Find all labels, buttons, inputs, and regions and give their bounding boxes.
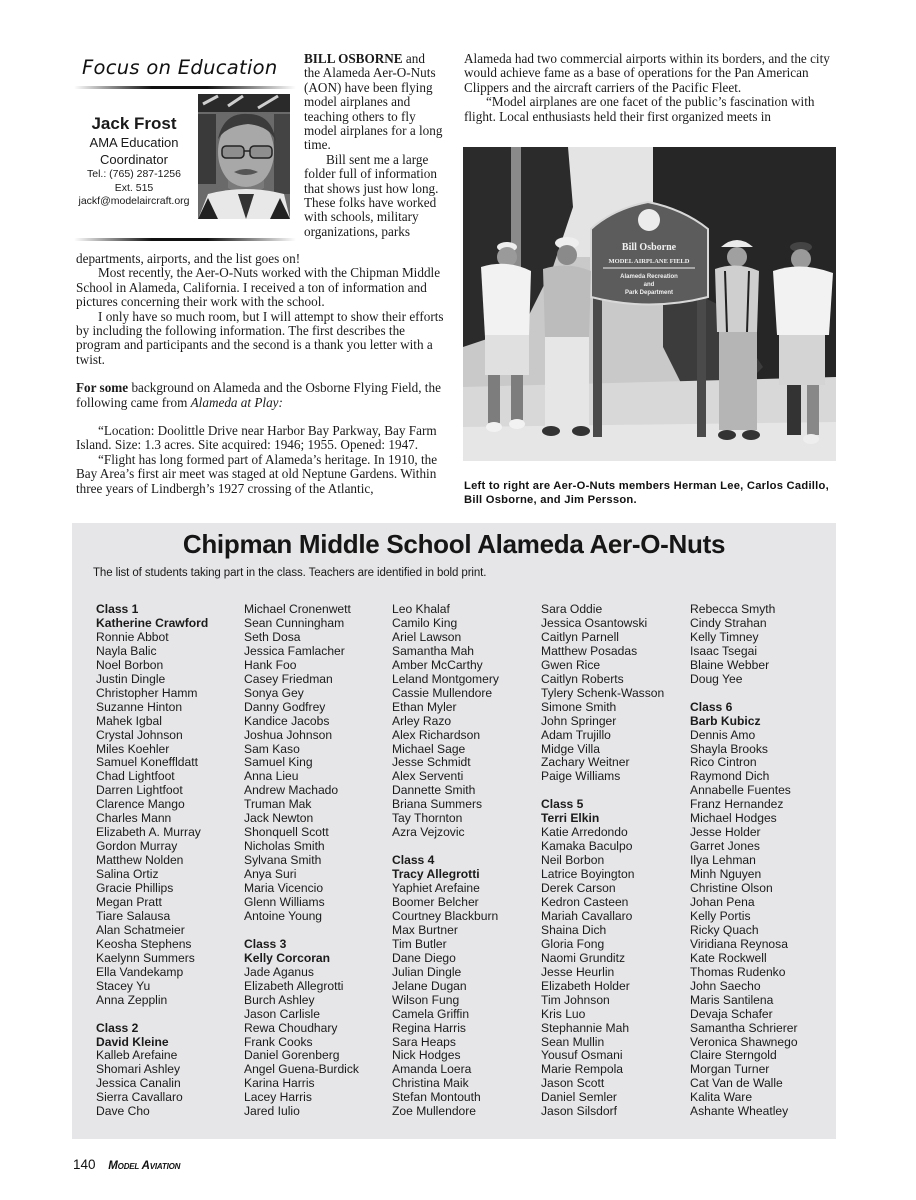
student-name: Kalita Ware	[690, 1090, 753, 1105]
sign-text-dept-3: Park Department	[624, 290, 674, 296]
teacher-name: Katherine Crawford	[96, 615, 209, 630]
student-name: Andrew Machado	[244, 783, 339, 798]
student-name: Adam Trujillo	[541, 727, 611, 742]
quote-paragraph: “Location: Doolittle Drive near Harbor Bay Parkway, Bay Farm Island. Size: 1.3 acres. Site acquired: 1946; 1955. Opened: 1947.	[76, 423, 437, 453]
roster-spacer	[244, 924, 359, 938]
student-name: Azra Vejzovic	[392, 825, 465, 840]
student-name: Megan Pratt	[96, 895, 162, 910]
student-name: Daniel Semler	[541, 1090, 617, 1105]
student-name: Max Burtner	[392, 922, 458, 937]
student-name: Amanda Loera	[392, 1062, 472, 1077]
student-name: Jason Scott	[541, 1076, 605, 1091]
student-name: Amber McCarthy	[392, 657, 483, 672]
body-paragraph: “Model airplanes are one facet of the public’s fascination with flight. Local enthusiasts held their first organized meets in	[464, 94, 815, 124]
student-name: Shonquell Scott	[244, 825, 329, 840]
student-name: Anya Suri	[244, 867, 297, 882]
student-name: Yaphiet Arefaine	[392, 881, 480, 896]
student-name: Gracie Phillips	[96, 881, 174, 896]
student-name: Gwen Rice	[541, 657, 601, 672]
student-name: Thomas Rudenko	[690, 964, 786, 979]
student-name: Marie Rempola	[541, 1062, 623, 1077]
student-name: Sonya Gey	[244, 685, 304, 700]
student-name: Charles Mann	[96, 811, 172, 826]
student-name: Franz Hernandez	[690, 797, 784, 812]
student-name: Neil Borbon	[541, 853, 605, 868]
student-name: Dannette Smith	[392, 783, 476, 798]
student-name: Annabelle Fuentes	[690, 783, 791, 798]
student-name: Ella Vandekamp	[96, 964, 184, 979]
student-name: Boomer Belcher	[392, 895, 479, 909]
column-header-box	[74, 52, 299, 242]
student-name: Ilya Lehman	[690, 853, 756, 868]
student-name: Claire Sterngold	[690, 1048, 777, 1063]
student-name: Kalleb Arefaine	[96, 1048, 178, 1063]
body-paragraph: Alameda had two commercial airports within its borders, and the city would achieve fame as a base of operations for the Pan American Clippers and the aircraft carriers of the Pacific Fleet.	[464, 51, 830, 95]
student-name: Derek Carson	[541, 881, 616, 896]
student-name: Mariah Cavallaro	[541, 908, 633, 923]
source-intro: background on Alameda and the Osborne Flying Field, the following came from	[76, 380, 441, 410]
student-name: Jared Iulio	[244, 1104, 300, 1119]
class-heading: Class 2	[96, 1020, 139, 1035]
student-name: Mahek Igbal	[96, 713, 162, 728]
student-name: Shomari Ashley	[96, 1062, 181, 1077]
roster-spacer	[690, 687, 798, 701]
student-name: Justin Dingle	[96, 671, 166, 686]
source-title: Alameda at Play:	[190, 394, 283, 410]
student-name: Michael Hodges	[690, 811, 777, 826]
student-name: Sara Heaps	[392, 1034, 456, 1049]
teacher-name: Kelly Corcoran	[244, 950, 331, 965]
class-heading: Class 4	[392, 853, 435, 868]
class-heading: Class 5	[541, 797, 584, 812]
student-name: Maria Vicencio	[244, 881, 324, 896]
student-name: Seth Dosa	[244, 629, 301, 644]
author-name: Jack Frost	[91, 114, 177, 133]
student-name: Julian Dingle	[392, 964, 462, 979]
author-email: jackf@modelaircraft.org	[78, 195, 190, 207]
student-name: Arley Razo	[392, 713, 452, 728]
student-name: Latrice Boyington	[541, 867, 635, 882]
student-name: Jesse Schmidt	[392, 755, 471, 770]
student-name: Noel Borbon	[96, 657, 164, 672]
student-name: Samantha Mah	[392, 643, 475, 658]
teacher-name: Tracy Allegrotti	[392, 867, 480, 882]
student-name: Kelly Portis	[690, 908, 751, 923]
intro-paragraph-2: Bill sent me a large folder full of information that shows just how long. These folks have worked with schools, military organizations, parks	[304, 151, 439, 239]
student-name: Isaac Tsegai	[690, 643, 758, 658]
student-name: Minh Nguyen	[690, 867, 762, 882]
author-portrait	[198, 94, 290, 219]
student-name: Frank Cooks	[244, 1034, 313, 1049]
student-name: Ricky Quach	[690, 922, 759, 937]
student-name: Hank Foo	[244, 657, 297, 672]
student-name: Christine Olson	[690, 881, 773, 896]
student-name: Elizabeth Holder	[541, 978, 630, 993]
student-name: Rewa Choudhary	[244, 1020, 338, 1035]
student-name: Briana Summers	[392, 797, 483, 812]
student-name: Jessica Famlacher	[244, 643, 345, 658]
student-name: Suzanne Hinton	[96, 699, 183, 714]
photo-caption: Left to right are Aer-O-Nuts members Herman Lee, Carlos Cadillo, Bill Osborne, and Jim Persson.	[464, 480, 829, 506]
roster-subtitle: The list of students taking part in the class. Teachers are identified in bold print.	[93, 567, 487, 579]
class-heading: Class 1	[96, 602, 139, 616]
article-body-left	[76, 252, 444, 496]
student-name: Tay Thornton	[392, 811, 463, 826]
student-name: Kaelynn Summers	[96, 950, 195, 965]
student-name: Truman Mak	[244, 797, 312, 812]
student-name: Jack Newton	[244, 811, 314, 826]
student-name: Michael Sage	[392, 741, 466, 756]
roster-spacer	[392, 840, 499, 854]
student-name: John Saecho	[690, 978, 761, 993]
student-name: Sean Cunningham	[244, 615, 345, 630]
student-name: Lacey Harris	[244, 1090, 312, 1105]
student-name: Nayla Balic	[96, 643, 157, 658]
student-name: Katie Arredondo	[541, 825, 628, 840]
student-name: Leo Khalaf	[392, 602, 450, 616]
student-name: Joshua Johnson	[244, 727, 333, 742]
magazine-name: Model Aviation	[108, 1160, 181, 1172]
student-name: Darren Lightfoot	[96, 783, 183, 798]
student-name: Kedron Casteen	[541, 895, 629, 909]
student-name: Gordon Murray	[96, 839, 178, 854]
student-name: Jessica Canalin	[96, 1076, 181, 1091]
student-name: Jelane Dugan	[392, 978, 467, 993]
field-sign-photo	[463, 147, 836, 461]
student-name: Alex Richardson	[392, 727, 481, 742]
student-name: Stefan Montouth	[392, 1090, 481, 1105]
student-name: Sam Kaso	[244, 741, 300, 756]
student-name: Raymond Dich	[690, 769, 770, 784]
roster-column	[392, 603, 499, 1119]
student-name: Maris Santilena	[690, 992, 774, 1007]
student-name: Kandice Jacobs	[244, 713, 330, 728]
student-name: Tylery Schenk-Wasson	[541, 685, 665, 700]
student-name: Miles Koehler	[96, 741, 170, 756]
author-phone: Tel.: (765) 287-1256	[87, 168, 181, 180]
sign-text-field: MODEL AIRPLANE FIELD	[608, 258, 690, 265]
article-intro	[304, 52, 444, 239]
student-name: Sara Oddie	[541, 602, 603, 616]
student-name: Doug Yee	[690, 671, 743, 686]
student-name: Courtney Blackburn	[392, 908, 499, 923]
sign-text-dept-2: and	[643, 282, 655, 288]
student-name: Jason Silsdorf	[541, 1104, 617, 1119]
student-name: Camela Griffin	[392, 1006, 470, 1021]
roster-column	[690, 603, 798, 1119]
roster-column	[541, 603, 664, 1119]
column-title: Focus on Education	[82, 56, 278, 79]
student-name: Elizabeth Allegrotti	[244, 978, 344, 993]
student-name: Samuel Koneffldatt	[96, 755, 198, 770]
student-name: Casey Friedman	[244, 671, 333, 686]
student-name: Michael Cronenwett	[244, 602, 351, 616]
student-name: Clarence Mango	[96, 797, 185, 812]
student-name: Matthew Nolden	[96, 853, 184, 868]
student-name: Sean Mullin	[541, 1034, 605, 1049]
intro-lead: BILL OSBORNE	[304, 51, 403, 66]
roster-column	[96, 603, 208, 1119]
student-name: Zachary Weitner	[541, 755, 630, 770]
author-extension: Ext. 515	[114, 181, 154, 194]
student-name: Jason Carlisle	[244, 1006, 320, 1021]
student-name: Jesse Heurlin	[541, 964, 615, 979]
person-bill-osborne	[715, 240, 760, 440]
student-name: Samantha Schrierer	[690, 1020, 798, 1035]
roster-spacer	[541, 784, 664, 798]
student-name: Sylvana Smith	[244, 853, 322, 868]
student-name: Sierra Cavallaro	[96, 1090, 183, 1105]
student-name: Nicholas Smith	[244, 839, 325, 854]
student-name: Naomi Grunditz	[541, 950, 626, 965]
lead-in: For some	[76, 380, 129, 396]
student-name: Ethan Myler	[392, 699, 457, 714]
student-name: Dave Cho	[96, 1104, 150, 1119]
author-info	[74, 114, 194, 209]
student-name: Johan Pena	[690, 895, 755, 909]
student-name: Yousuf Osmani	[541, 1048, 623, 1063]
student-name: Regina Harris	[392, 1020, 466, 1035]
student-name: Kate Rockwell	[690, 950, 767, 965]
student-name: Elizabeth A. Murray	[96, 825, 201, 840]
student-name: Camilo King	[392, 615, 458, 630]
student-name: Ronnie Abbot	[96, 629, 169, 644]
student-name: Rebecca Smyth	[690, 602, 776, 616]
student-name: Blaine Webber	[690, 657, 770, 672]
roster-spacer	[96, 1008, 208, 1022]
student-name: Devaja Schafer	[690, 1006, 773, 1021]
student-name: Cassie Mullendore	[392, 685, 493, 700]
intro-paragraph	[304, 52, 444, 153]
student-name: Stacey Yu	[96, 978, 151, 993]
teacher-name: Barb Kubicz	[690, 713, 761, 728]
student-name: Jade Aganus	[244, 964, 314, 979]
student-name: Keosha Stephens	[96, 936, 192, 951]
student-name: Simone Smith	[541, 699, 617, 714]
body-paragraph: Most recently, the Aer-O-Nuts worked with the Chipman Middle School in Alameda, California. I received a ton of information and pictures concerning their work with the school.	[76, 265, 441, 310]
class-heading: Class 6	[690, 699, 733, 714]
student-name: Crystal Johnson	[96, 727, 183, 742]
student-name: Dennis Amo	[690, 727, 756, 742]
student-name: Shayla Brooks	[690, 741, 768, 756]
student-name: Shaina Dich	[541, 922, 607, 937]
student-name: Garret Jones	[690, 839, 760, 854]
student-name: Nick Hodges	[392, 1048, 461, 1063]
student-name: Morgan Turner	[690, 1062, 770, 1077]
student-name: Jessica Osantowski	[541, 615, 648, 630]
roster-title: Chipman Middle School Alameda Aer-O-Nuts	[182, 529, 726, 559]
author-role: AMA Education Coordinator	[89, 135, 179, 167]
student-name: Caitlyn Roberts	[541, 671, 624, 686]
student-name: Kamaka Baculpo	[541, 839, 633, 854]
student-name: Matthew Posadas	[541, 643, 638, 658]
divider-top	[74, 86, 296, 89]
group-photo-image	[463, 147, 836, 461]
student-name: Danny Godfrey	[244, 699, 326, 714]
intro-text: and the Alameda Aer-O-Nuts (AON) have been flying model airplanes and teaching others to fly model airplanes for a long time.	[304, 51, 443, 153]
student-name: Anna Lieu	[244, 769, 299, 784]
page-number: 140	[73, 1157, 96, 1172]
student-name: Cindy Strahan	[690, 615, 767, 630]
student-name: Kelly Timney	[690, 629, 759, 644]
student-name: Samuel King	[244, 755, 313, 770]
student-name: Veronica Shawnego	[690, 1034, 798, 1049]
student-name: John Springer	[541, 713, 617, 728]
student-name: Daniel Gorenberg	[244, 1048, 340, 1063]
teacher-name: Terri Elkin	[541, 811, 600, 826]
student-name: Stephannie Mah	[541, 1020, 630, 1035]
student-name: Leland Montgomery	[392, 671, 499, 686]
student-name: Jesse Holder	[690, 825, 761, 840]
student-name: Zoe Mullendore	[392, 1104, 477, 1119]
student-name: Tim Johnson	[541, 992, 610, 1007]
student-name: Anna Zepplin	[96, 992, 168, 1007]
student-name: Tiare Salausa	[96, 908, 171, 923]
sign-text-name: Bill Osborne	[621, 242, 677, 253]
student-name: Alex Serventi	[392, 769, 464, 784]
body-paragraph-source	[76, 381, 444, 410]
student-name: Angel Guena-Burdick	[244, 1062, 359, 1077]
student-name: Burch Ashley	[244, 992, 315, 1007]
roster-column	[244, 603, 359, 1119]
student-name: Tim Butler	[392, 936, 447, 951]
roster-box	[72, 523, 836, 1139]
student-name: Viridiana Reynosa	[690, 936, 788, 951]
body-paragraph: I only have so much room, but I will attempt to show their efforts by including the following information. The first describes the program and participants and the second is a thank you letter with a twist.	[76, 308, 444, 367]
portrait-image	[198, 94, 290, 219]
student-name: Chad Lightfoot	[96, 769, 175, 784]
class-heading: Class 3	[244, 936, 287, 951]
student-name: Rico Cintron	[690, 755, 757, 770]
page-footer	[73, 1157, 180, 1172]
student-name: Caitlyn Parnell	[541, 629, 619, 644]
quote-paragraph: “Flight has long formed part of Alameda’s heritage. In 1910, the Bay Area’s first air meet was staged at old Neptune Gardens. Within three years of Lindbergh’s 1927 crossing of the Atlantic,	[76, 451, 438, 496]
sign-text-dept-1: Alameda Recreation	[620, 274, 678, 280]
student-name: Gloria Fong	[541, 936, 605, 951]
student-name: Paige Williams	[541, 769, 621, 784]
student-name: Cat Van de Walle	[690, 1076, 783, 1091]
student-name: Dane Diego	[392, 950, 456, 965]
student-name: Kris Luo	[541, 1006, 586, 1021]
student-name: Christopher Hamm	[96, 685, 198, 700]
student-name: Wilson Fung	[392, 992, 460, 1007]
body-paragraph: departments, airports, and the list goes on!	[76, 251, 301, 266]
student-name: Karina Harris	[244, 1076, 315, 1091]
student-name: Glenn Williams	[244, 895, 325, 910]
student-name: Salina Ortiz	[96, 867, 159, 882]
divider-bottom	[74, 238, 296, 241]
student-name: Antoine Young	[244, 908, 323, 923]
student-name: Ashante Wheatley	[690, 1104, 789, 1119]
student-name: Ariel Lawson	[392, 629, 462, 644]
student-name: Alan Schatmeier	[96, 922, 185, 937]
student-name: Midge Villa	[541, 741, 600, 756]
teacher-name: David Kleine	[96, 1034, 169, 1049]
student-name: Christina Maik	[392, 1076, 469, 1091]
article-body-right	[464, 52, 836, 124]
